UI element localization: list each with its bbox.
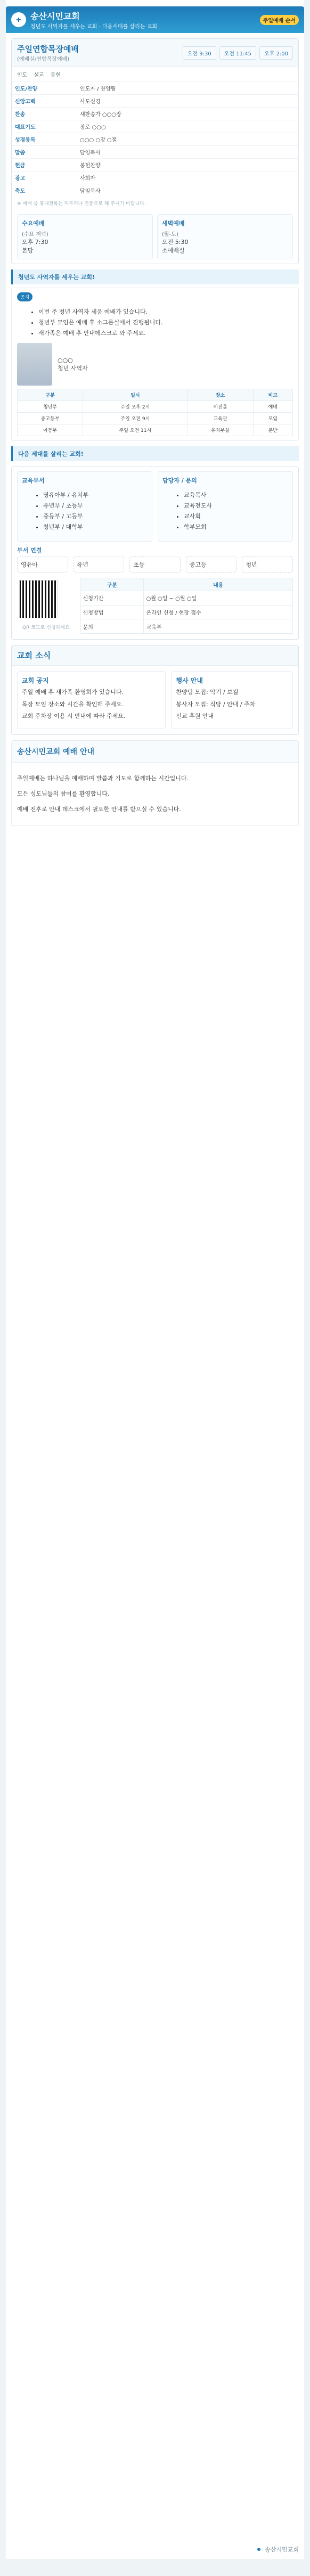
table-cell: 모임 (253, 413, 292, 424)
nextgen-left (17, 471, 152, 542)
nextgen-right-list (162, 490, 288, 531)
announcement-item: • 청년부 모임은 예배 후 소그룹실에서 진행됩니다. (38, 318, 293, 326)
order-label: 성경봉독 (12, 133, 77, 146)
apply-header: 구분 (80, 578, 144, 591)
top-header (6, 6, 304, 33)
order-row (12, 120, 298, 133)
article-paragraph: 모든 성도님들의 참여를 환영합니다. (17, 790, 110, 797)
announcement-item: • 이번 주 청년 사역자 세움 예배가 있습니다. (38, 307, 293, 316)
news-head (12, 645, 298, 666)
apply-cell: 신청기간 (80, 591, 144, 606)
footer-dot (257, 2548, 260, 2551)
order-value: 봉헌찬양 (77, 159, 298, 171)
apply-header: 내용 (144, 578, 293, 591)
article-title: 송산시민교회 예배 안내 (17, 747, 94, 756)
weekday-services (12, 210, 298, 264)
nextgen-right-item: • 교육목사 (184, 490, 288, 499)
nextgen-right-item: • 교사회 (184, 512, 288, 520)
order-row (12, 108, 298, 120)
order-value: 담임목사 (77, 146, 298, 159)
slogan-left: 청년도 사역자를 세우는 교회 (30, 24, 97, 30)
nextgen-right-item: • 학부모회 (184, 522, 288, 531)
table-cell: 교육관 (187, 413, 253, 424)
nextgen-left-title: 교육부서 (22, 477, 45, 484)
brand-text (30, 10, 157, 30)
prayer-card (17, 214, 153, 259)
nextgen-right (158, 471, 293, 542)
diagram-node: 영유아 (17, 557, 68, 573)
dawn-time: 오전 5:30 (162, 239, 189, 246)
prayer-subtitle: (수요 저녁) (22, 232, 48, 238)
footer-text: 송산시민교회 (265, 2546, 299, 2553)
nextgen-diagram (17, 557, 293, 573)
apply-row (80, 591, 292, 606)
nextgen-left-item: • 유년부 / 초등부 (43, 501, 148, 510)
service-note: ※ 예배 중 휴대전화는 꺼두거나 진동으로 해 주시기 바랍니다. (17, 201, 146, 207)
apply-row (80, 619, 292, 634)
order-label: 헌금 (12, 159, 77, 171)
person-role: 청년 사역자 (58, 364, 88, 372)
order-row (12, 159, 298, 171)
news-right-title: 행사 안내 (176, 677, 203, 684)
church-name: 송산시민교회 (30, 11, 80, 21)
news-left (17, 671, 166, 729)
nextgen-heading: 다음 세대를 살리는 교회! (11, 446, 299, 461)
article (11, 740, 299, 826)
service-section (11, 38, 299, 264)
nextgen-right-item: • 교육전도사 (184, 501, 288, 510)
table-header: 장소 (187, 389, 253, 401)
nextgen-left-item: • 중등부 / 고등부 (43, 512, 148, 520)
article-paragraph: 주일예배는 하나님을 예배하며 말씀과 기도로 함께하는 시간입니다. (17, 774, 189, 782)
order-value: 장로 ○○○ (77, 120, 298, 133)
table-cell: 비전홀 (187, 401, 253, 413)
announcement-list (17, 307, 293, 337)
announcement-box (11, 288, 299, 441)
leader-1: 인도 (17, 72, 28, 78)
apply-cell: 교육부 (144, 619, 293, 634)
announcement-pill-row (17, 292, 293, 301)
slogan-right: 다음세대를 살리는 교회 (102, 24, 157, 30)
order-row (12, 82, 298, 95)
table-row (18, 424, 293, 436)
order-label: 축도 (12, 184, 77, 197)
dawn-place: 소예배실 (162, 247, 185, 254)
service-order-table (12, 81, 298, 197)
service-time-3: 오후 2:00 (259, 46, 293, 60)
person-banner (17, 343, 293, 386)
nextgen-left-item: • 영유아부 / 유치부 (43, 490, 148, 499)
news-title: 교회 소식 (17, 651, 51, 660)
qr-code (17, 578, 60, 620)
dawn-title: 새벽예배 (162, 220, 185, 227)
table-cell: 중고등부 (18, 413, 83, 424)
dawn-subtitle: (월-토) (162, 232, 178, 238)
table-header: 일시 (83, 389, 187, 401)
order-value: 사회자 (77, 171, 298, 184)
person-photo (17, 343, 52, 386)
service-leaders (12, 67, 298, 81)
apply-table (80, 578, 293, 634)
service-time-1: 오전 9:30 (183, 46, 216, 60)
table-row (18, 401, 293, 413)
announcement-pill: 공지 (17, 292, 32, 301)
nextgen-diagram-wrap (12, 546, 298, 578)
service-head (12, 39, 298, 67)
table-cell: 예배 (253, 401, 292, 413)
news-columns (12, 666, 298, 734)
table-row (18, 413, 293, 424)
order-value: 담임목사 (77, 184, 298, 197)
announcement-table (17, 389, 293, 436)
order-row (12, 133, 298, 146)
leader-3: 봉헌 (50, 72, 61, 78)
apply-cell: 신청방법 (80, 605, 144, 619)
news-right-paragraph: 찬양팀 모집: 악기 / 보컬 (176, 689, 239, 696)
diagram-node: 중고등 (186, 557, 237, 573)
news-right (171, 671, 293, 729)
order-row (12, 95, 298, 108)
qr-caption: QR 코드로 신청하세요 (22, 625, 70, 631)
apply-row (80, 605, 292, 619)
table-cell: 분반 (253, 424, 292, 436)
diagram-node: 유년 (74, 557, 125, 573)
apply-cell: 온라인 신청 / 현장 접수 (144, 605, 293, 619)
order-row (12, 171, 298, 184)
order-label: 대표기도 (12, 120, 77, 133)
diagram-node: 청년 (242, 557, 293, 573)
table-cell: 주일 오전 9시 (83, 413, 187, 424)
table-header: 비고 (253, 389, 292, 401)
news-left-paragraph: 교회 주차장 이용 시 안내에 따라 주세요. (22, 713, 126, 719)
article-head (12, 741, 298, 763)
news-left-paragraph: 주일 예배 후 새가족 환영회가 있습니다. (22, 689, 124, 696)
footer (11, 2545, 299, 2554)
order-row (12, 184, 298, 197)
nextgen-left-item: • 청년부 / 대학부 (43, 522, 148, 531)
person-name: ○○○ (58, 356, 73, 364)
nextgen-right-title: 담당자 / 문의 (162, 477, 197, 484)
issue-badge: 주일예배 순서 (260, 15, 299, 25)
table-cell: 주일 오전 11시 (83, 424, 187, 436)
order-label: 찬송 (12, 108, 77, 120)
article-paragraph: 예배 전후로 안내 데스크에서 필요한 안내를 받으실 수 있습니다. (17, 805, 181, 813)
brand (11, 10, 157, 30)
apply-cell: ○월 ○일 ~ ○월 ○일 (144, 591, 293, 606)
table-cell: 유치부실 (187, 424, 253, 436)
order-label: 인도/찬양 (12, 82, 77, 95)
news-left-title: 교회 공지 (22, 677, 49, 684)
announcement-item: • 새가족은 예배 후 안내데스크로 와 주세요. (38, 329, 293, 337)
nextgen-apply (12, 578, 298, 639)
prayer-time: 오후 7:30 (22, 239, 48, 246)
order-value: 새찬송가 ○○○장 (77, 108, 298, 120)
header-slogans: 청년도 사역자를 세우는 교회 · 다음세대를 살리는 교회 (30, 24, 157, 30)
dawn-card (157, 214, 293, 259)
order-label: 말씀 (12, 146, 77, 159)
order-row (12, 146, 298, 159)
table-cell: 아동부 (18, 424, 83, 436)
nextgen-section (11, 467, 299, 640)
nextgen-columns (12, 467, 298, 546)
order-label: 신앙고백 (12, 95, 77, 108)
announcement-heading: 청년도 사역자를 세우는 교회! (11, 269, 299, 284)
news-left-paragraph: 목장 모임 장소와 시간을 확인해 주세요. (22, 700, 124, 708)
prayer-place: 본당 (22, 247, 34, 254)
news-right-paragraph: 봉사자 모집: 식당 / 안내 / 주차 (176, 700, 256, 708)
service-times (183, 46, 293, 60)
news-right-paragraph: 선교 후원 안내 (176, 713, 214, 719)
news-section (11, 645, 299, 735)
nextgen-diagram-title: 부서 연결 (17, 547, 42, 554)
page (6, 0, 304, 2559)
church-logo: ✚ (11, 12, 26, 27)
order-label: 광고 (12, 171, 77, 184)
order-value: 인도자 / 찬양팀 (77, 82, 298, 95)
table-cell: 청년부 (18, 401, 83, 413)
table-cell: 주일 오후 2시 (83, 401, 187, 413)
order-value: ○○○ ○장 ○절 (77, 133, 298, 146)
prayer-title: 수요예배 (22, 220, 45, 227)
table-header: 구분 (18, 389, 83, 401)
apply-cell: 문의 (80, 619, 144, 634)
service-subtitle: (예배실/연합목장예배) (17, 56, 70, 62)
order-value: 사도신경 (77, 95, 298, 108)
nextgen-left-list (22, 490, 148, 531)
diagram-node: 초등 (129, 557, 181, 573)
leader-2: 설교 (34, 72, 44, 78)
article-body (12, 763, 298, 825)
service-title: 주일연합목장예배 (17, 44, 79, 54)
qr-wrap (17, 578, 75, 634)
service-time-2: 오전 11:45 (219, 46, 256, 60)
